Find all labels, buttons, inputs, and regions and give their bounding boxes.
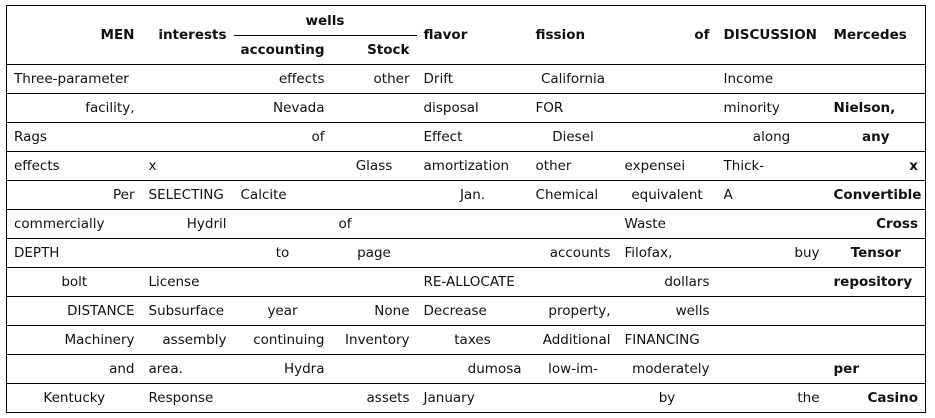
table-cell [234, 384, 332, 413]
table-cell: by [618, 384, 717, 413]
table-cell: commercially [7, 210, 142, 239]
table-cell [332, 355, 417, 384]
table-cell: DISTANCE [7, 297, 142, 326]
table-cell: California [529, 65, 618, 94]
table-cell [529, 210, 618, 239]
table-row [7, 326, 926, 355]
table-cell: dumosa [417, 355, 529, 384]
table-cell [142, 94, 234, 123]
header-stock: Stock [332, 36, 417, 65]
table-cell: Rags [7, 123, 142, 152]
table-cell: amortization [417, 152, 529, 181]
table-cell: Response [142, 384, 234, 413]
table-cell: x [827, 152, 926, 181]
table-cell: x [142, 152, 234, 181]
table-cell: wells [618, 297, 717, 326]
table-cell: and [7, 355, 142, 384]
table-row [7, 181, 926, 210]
table-cell: Thick- [717, 152, 827, 181]
table-cell: Casino [827, 384, 926, 413]
table-row [7, 297, 926, 326]
table-row [7, 94, 926, 123]
table-cell: Drift [417, 65, 529, 94]
table-cell [529, 384, 618, 413]
table-cell: continuing [234, 326, 332, 355]
table-cell: taxes [417, 326, 529, 355]
table-cell: effects [234, 65, 332, 94]
table-cell: equivalent [618, 181, 717, 210]
table-cell: expensei [618, 152, 717, 181]
table-cell: assembly [142, 326, 234, 355]
table-cell: disposal [417, 94, 529, 123]
table-cell [618, 65, 717, 94]
table-row [7, 152, 926, 181]
table-cell [717, 355, 827, 384]
table-cell: per [827, 355, 926, 384]
header-group-wells: wells [234, 6, 417, 36]
table-cell: FOR [529, 94, 618, 123]
table-cell: buy [717, 239, 827, 268]
table-cell: to [234, 239, 332, 268]
table-cell [332, 123, 417, 152]
table-cell: area. [142, 355, 234, 384]
table-cell: along [717, 123, 827, 152]
table-cell: Hydril [142, 210, 234, 239]
table-cell: Filofax, [618, 239, 717, 268]
table-cell: Nevada [234, 94, 332, 123]
table-cell [417, 239, 529, 268]
table-cell [234, 210, 332, 239]
table-cell: Decrease [417, 297, 529, 326]
table-row [7, 268, 926, 297]
data-table-frame [6, 5, 925, 413]
table-cell: bolt [7, 268, 142, 297]
table-cell: SELECTING [142, 181, 234, 210]
table-cell: Inventory [332, 326, 417, 355]
table-cell: assets [332, 384, 417, 413]
table-cell: Additional [529, 326, 618, 355]
table-cell: Calcite [234, 181, 332, 210]
table-cell: A [717, 181, 827, 210]
table-cell: dollars [618, 268, 717, 297]
table-row [7, 384, 926, 413]
table-cell: January [417, 384, 529, 413]
header-mercedes: Mercedes [827, 6, 926, 65]
table-cell [142, 65, 234, 94]
table-row [7, 65, 926, 94]
table-cell [827, 297, 926, 326]
table-cell: Chemical [529, 181, 618, 210]
table-cell: Convertible [827, 181, 926, 210]
table-cell: Income [717, 65, 827, 94]
table-cell: Nielson, [827, 94, 926, 123]
table-cell: Effect [417, 123, 529, 152]
table-cell: Waste [618, 210, 717, 239]
table-cell: low-im- [529, 355, 618, 384]
table-cell: Per [7, 181, 142, 210]
header-interests: interests [142, 6, 234, 65]
table-cell [142, 239, 234, 268]
table-cell: moderately [618, 355, 717, 384]
table-cell [717, 297, 827, 326]
table-cell [717, 210, 827, 239]
table-cell: Subsurface [142, 297, 234, 326]
table-cell: accounts [529, 239, 618, 268]
table-cell: year [234, 297, 332, 326]
table-cell: Kentucky [7, 384, 142, 413]
table-cell: License [142, 268, 234, 297]
table-row [7, 355, 926, 384]
table-cell: repository [827, 268, 926, 297]
table-cell: Tensor [827, 239, 926, 268]
table-cell [142, 123, 234, 152]
header-fission: fission [529, 6, 618, 65]
header-of: of [618, 6, 717, 65]
table-cell: of [332, 210, 417, 239]
table-cell: minority [717, 94, 827, 123]
table-cell [618, 123, 717, 152]
table-cell: FINANCING [618, 326, 717, 355]
header-discussion: DISCUSSION [717, 6, 827, 65]
table-cell: RE-ALLOCATE [417, 268, 529, 297]
table-cell: other [529, 152, 618, 181]
table-cell: of [234, 123, 332, 152]
table-cell: Three-parameter [7, 65, 142, 94]
table-cell: Diesel [529, 123, 618, 152]
table-cell [529, 268, 618, 297]
table-cell: page [332, 239, 417, 268]
table-cell: effects [7, 152, 142, 181]
header-men: MEN [7, 6, 142, 65]
table-row [7, 210, 926, 239]
table-cell: Cross [827, 210, 926, 239]
table-cell [332, 181, 417, 210]
table-cell: the [717, 384, 827, 413]
table-cell [717, 268, 827, 297]
table-cell [234, 152, 332, 181]
table-cell [717, 326, 827, 355]
table-cell: Hydra [234, 355, 332, 384]
table-cell [827, 326, 926, 355]
table-row [7, 123, 926, 152]
table-cell: Jan. [417, 181, 529, 210]
table-cell [234, 268, 332, 297]
table-cell: other [332, 65, 417, 94]
table-cell [417, 210, 529, 239]
table-cell: Glass [332, 152, 417, 181]
data-table [6, 5, 926, 413]
header-accounting: accounting [234, 36, 332, 65]
table-body [7, 65, 926, 413]
table-cell: None [332, 297, 417, 326]
table-cell [618, 94, 717, 123]
table-row [7, 239, 926, 268]
table-cell: Machinery [7, 326, 142, 355]
table-header [7, 6, 926, 65]
table-cell [332, 268, 417, 297]
table-cell: property, [529, 297, 618, 326]
table-cell [827, 65, 926, 94]
table-cell: any [827, 123, 926, 152]
table-cell [332, 94, 417, 123]
table-cell: DEPTH [7, 239, 142, 268]
header-flavor: flavor [417, 6, 529, 65]
table-cell: facility, [7, 94, 142, 123]
